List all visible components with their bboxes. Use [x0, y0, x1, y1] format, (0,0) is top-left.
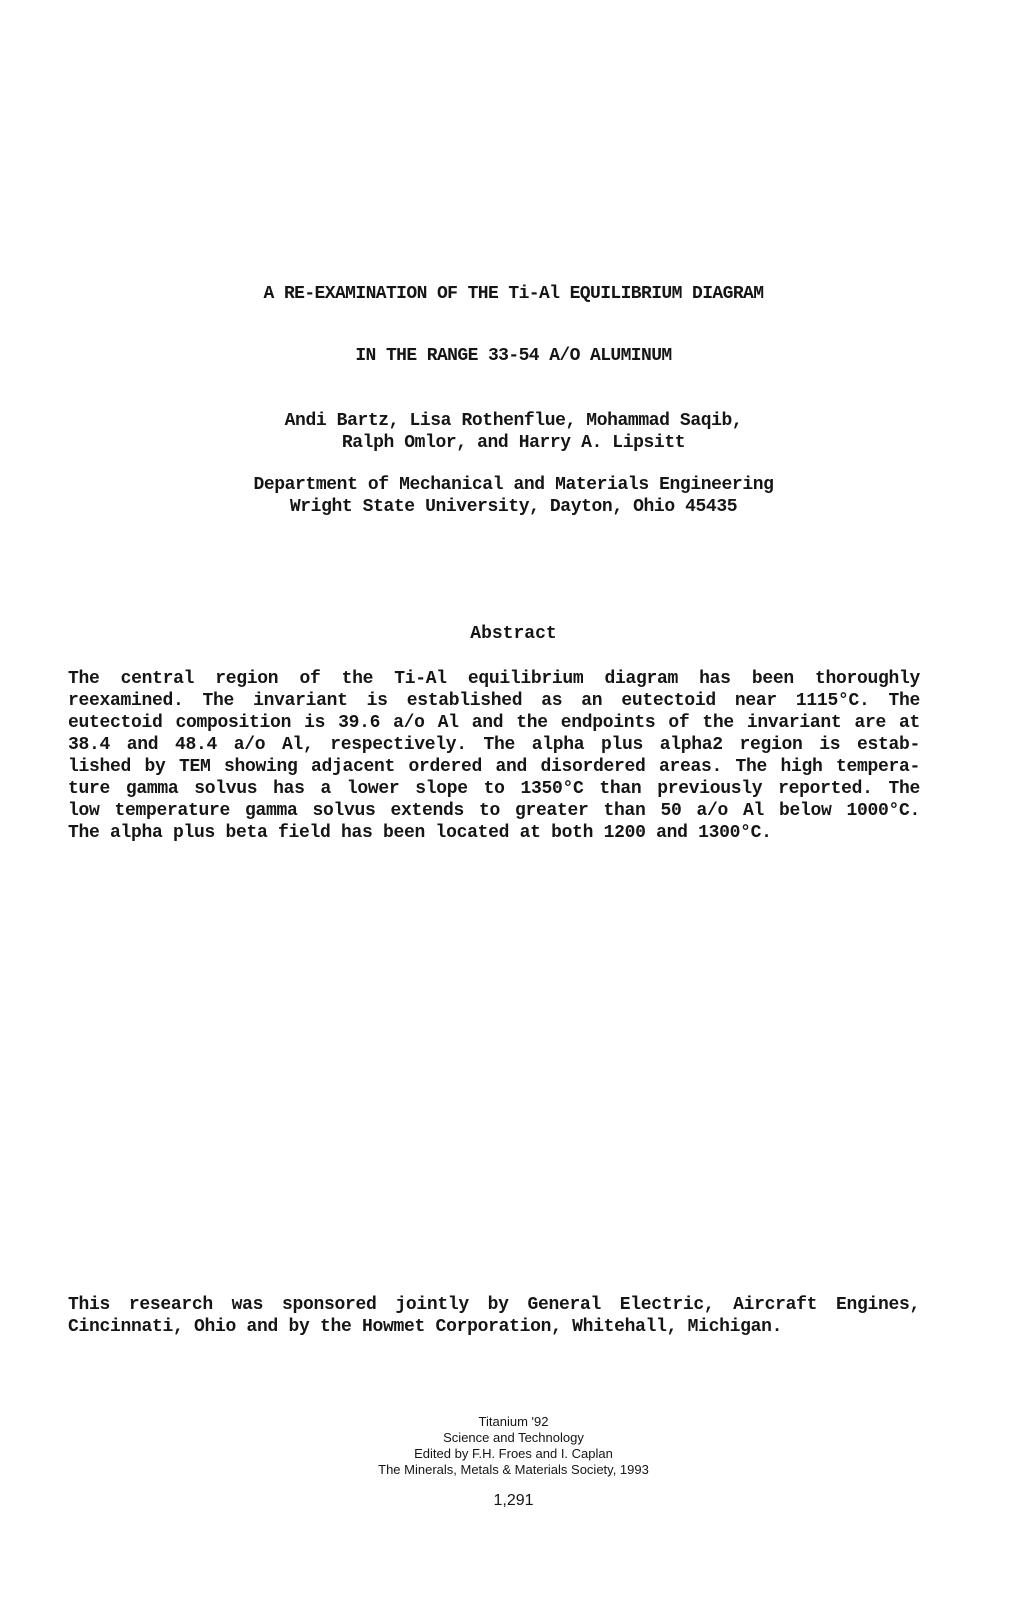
author-line-1: Andi Bartz, Lisa Rothenflue, Mohammad Saqib,	[284, 411, 743, 431]
page-number: 1,291	[493, 1492, 534, 1509]
affiliation-line-1: Department of Mechanical and Materials Engineering	[253, 475, 774, 495]
abstract-line: lished by TEM showing adjacent ordered and disordered areas. The high tempera-	[68, 757, 920, 777]
publication-publisher: The Minerals, Metals & Materials Society, 1993	[378, 1462, 649, 1477]
paper-title-line-2: IN THE RANGE 33-54 A/O ALUMINUM	[355, 346, 672, 366]
abstract-heading-text: Abstract	[470, 624, 557, 644]
author-list	[0, 410, 1027, 454]
abstract-line: eutectoid composition is 39.6 a/o Al and the endpoints of the invariant are at	[68, 713, 920, 733]
abstract-line: low temperature gamma solvus extends to greater than 50 a/o Al below 1000°C.	[68, 801, 920, 821]
abstract-line: The alpha plus beta field has been located at both 1200 and 1300°C.	[68, 823, 772, 843]
abstract-line: 38.4 and 48.4 a/o Al, respectively. The alpha plus alpha2 region is estab-	[68, 735, 920, 755]
abstract-heading	[0, 624, 1027, 644]
paper-title	[0, 284, 1027, 304]
publication-subtitle: Science and Technology	[443, 1430, 584, 1445]
affiliation-line-2: Wright State University, Dayton, Ohio 45435	[289, 497, 738, 517]
publication-title: Titanium '92	[478, 1414, 549, 1429]
abstract-line: The central region of the Ti-Al equilibrium diagram has been thoroughly	[68, 669, 920, 689]
sponsorship-line-1: This research was sponsored jointly by General Electric, Aircraft Engines,	[68, 1295, 920, 1315]
sponsorship-note	[68, 1294, 920, 1338]
author-line-2: Ralph Omlor, and Harry A. Lipsitt	[341, 433, 686, 453]
publication-info	[0, 1414, 1027, 1478]
affiliation	[0, 474, 1027, 518]
publication-editors: Edited by F.H. Froes and I. Caplan	[414, 1446, 613, 1461]
abstract-line: ture gamma solvus has a lower slope to 1350°C than previously reported. The	[68, 779, 920, 799]
paper-title-line-1: A RE-EXAMINATION OF THE Ti-Al EQUILIBRIUM DIAGRAM	[263, 284, 764, 304]
sponsorship-line-2: Cincinnati, Ohio and by the Howmet Corporation, Whitehall, Michigan.	[68, 1317, 783, 1337]
abstract-body	[68, 668, 920, 844]
abstract-line: reexamined. The invariant is established as an eutectoid near 1115°C. The	[68, 691, 920, 711]
paper-subtitle	[0, 346, 1027, 366]
